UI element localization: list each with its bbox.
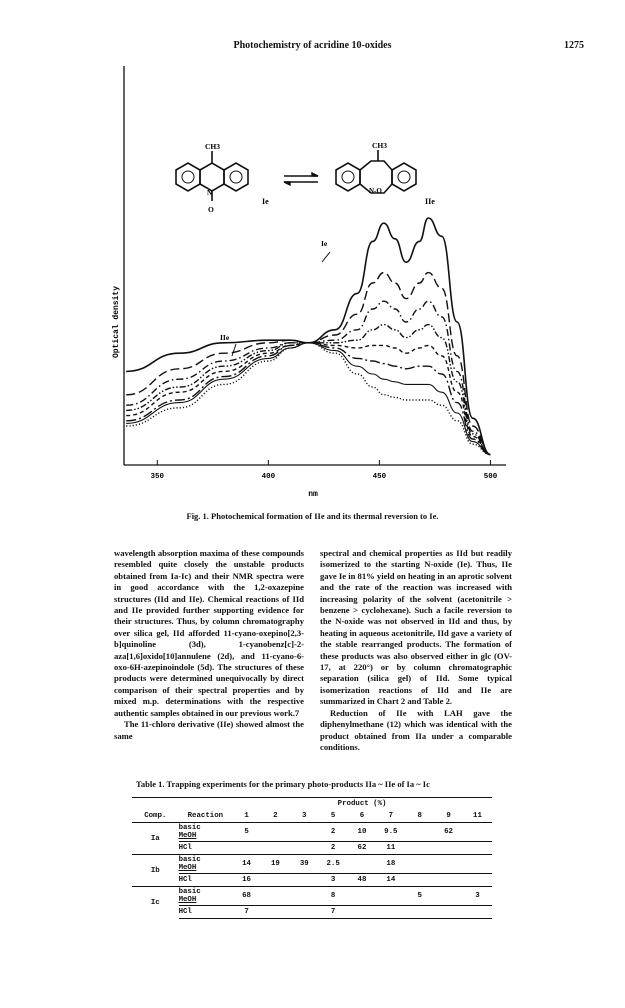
table-cell [261,823,290,842]
paragraph: Reduction of IIe with LAH gave the diphenylmethane (12) which was identical with the product obtained from IIa under a comparable conditions. [320,707,512,752]
body-column-left [114,548,304,742]
table-cell [261,874,290,887]
table-cell: 2 [319,823,348,842]
reaction-bottom-label: MeOH [178,895,197,904]
table-cell: 14 [376,874,405,887]
table-cell: 3 [319,874,348,887]
spectrum-series-8 [126,343,490,455]
page-header-title: Photochemistry of acridine 10-oxides [233,40,392,51]
table-cell [348,855,377,874]
table-cell: 68 [232,887,261,906]
table-cell [434,855,463,874]
reaction-bottom-label: MeOH [178,831,197,840]
curve-annotation-iie: IIe [220,333,230,342]
table-cell [405,906,434,919]
methyl-label-right: CH3 [372,141,387,150]
page-number: 1275 [564,40,584,51]
table-cell [463,842,492,855]
table-cell [405,874,434,887]
table-cell [434,874,463,887]
spectrum-series-5 [126,343,490,455]
reaction-top-label: basic [178,823,201,832]
spectrum-series-7 [126,343,490,455]
table-cell: 62 [434,823,463,842]
table-cell [405,855,434,874]
oxide-o-label: O [208,205,214,214]
table-cell [290,823,319,842]
paragraph: spectral and chemical properties as IId but readily isomerized to the starting N-oxide (Ie). Thus, IIe gave Ie in 81% yield on heating in an aprotic solvent and the rate of the reaction was increased with increasing polarity of the solvent (acetonitrile > benzene > cyclohexane). Such a facile reversion to the N-oxide was not observed in IId and thus, by heating in aqueous acetonitrile, IId gave a variety of the stable rearranged products. The formation of these products was also observed either in glc (OV-17, at 220°) or by column chromatographic separation (silica gel) of IId. Some typical isomerization reactions of IId and IIe are summarized in Chart 2 and Table 2. [320,548,512,707]
column-header-product: 11 [473,812,482,820]
column-header-product: 6 [359,812,365,820]
reaction-cell: HCl [179,874,233,887]
table-cell: 18 [376,855,405,874]
column-header-comp: Comp. [144,812,167,820]
reaction-top-label: basic [178,887,201,896]
table-cell: 62 [348,842,377,855]
table-cell: 11 [376,842,405,855]
table-cell: 5 [405,887,434,906]
comp-cell: Ia [132,823,179,855]
spectrum-series-2 [126,273,490,455]
column-header-product: 5 [330,812,336,820]
compound-label-iie: IIe [425,197,435,206]
comp-cell: Ic [132,887,179,919]
x-tick-label: 450 [372,473,387,481]
table-row [132,823,492,842]
trapping-table-wrap [132,797,492,919]
table-cell [290,906,319,919]
table-row [132,855,492,874]
table-cell: 9.5 [376,823,405,842]
x-tick-label: 350 [150,473,165,481]
table-cell: 10 [348,823,377,842]
table-cell: 7 [319,906,348,919]
table-cell: 7 [232,906,261,919]
table-cell: 3 [463,887,492,906]
paragraph: The 11-chloro derivative (IIe) showed almost the same [114,719,304,741]
table-row [132,906,492,919]
column-header-product: 7 [388,812,394,820]
comp-cell: Ib [132,855,179,887]
x-axis-label: nm [308,490,318,499]
table-cell: 2 [319,842,348,855]
table-cell [463,906,492,919]
equilibrium-arrows [284,173,318,185]
table-cell [405,842,434,855]
table-corner [179,798,233,811]
table-cell [261,842,290,855]
spectrum-series-3 [126,301,490,454]
table-cell [261,887,290,906]
column-header-product: 1 [244,812,249,820]
table-cell [434,906,463,919]
reaction-cell [179,855,233,874]
table-cell: 14 [232,855,261,874]
table-row [132,842,492,855]
paragraph: wavelength absorption maxima of these compounds resembled quite closely the unstable products obtained from Ia-Ic) and their NMR spectra were in good accordance with the 1,2-oxazepine structures (IId and IIe). Chemical reactions of IId and IIe provided further supporting evidence for their structures. Thus, by column chromatography over silica gel, IId afforded 11-cyano-oxepino[2,3-b]quinoline (3d), 1-cyanobenz[c]-2-aza[1,6]oxido[10]annulene (2d), and 11-cyano-6-oxo-6H-azepinoindole (5d). The structures of these products were determined unequivocally by direct comparison of their spectral properties and by mixed m.p. determinations with the respective authentic samples obtained in our previous work.7 [114,548,304,718]
table-cell [348,906,377,919]
product-header: Product (%) [232,798,492,811]
y-axis-label: Optical density [112,285,121,359]
table-cell: 2.5 [319,855,348,874]
curve-annotation-iie-pointer [232,344,236,356]
ring-no-label: N-O [369,187,382,195]
x-axis-ticks [151,460,498,481]
table-cell [232,842,261,855]
reaction-cell: HCl [179,842,233,855]
trapping-table [132,797,492,919]
column-header-product: 2 [273,812,278,820]
curve-annotation-ie: Ie [321,239,328,248]
table-cell [463,874,492,887]
table-cell [348,887,377,906]
compound-label-ie: Ie [262,197,269,206]
table-cell [434,842,463,855]
reaction-cell [179,887,233,906]
figure-caption: Fig. 1. Photochemical formation of IIe and its thermal reversion to Ie. [186,511,439,521]
table-row [132,874,492,887]
spectra-series [126,218,490,455]
spectrum-series-6 [126,343,490,455]
methyl-label-left: CH3 [205,142,220,151]
table-cell [376,906,405,919]
table-cell [290,874,319,887]
reaction-top-label: basic [178,855,201,864]
ring-n-label: N [207,189,213,197]
reaction-bottom-label: MeOH [178,863,197,872]
reaction-cell: HCl [179,906,233,919]
table-cell: 16 [232,874,261,887]
x-tick-label: 500 [483,473,498,481]
table-cell [463,823,492,842]
table-cell [405,823,434,842]
table-cell: 8 [319,887,348,906]
column-header-product: 9 [446,812,451,820]
reaction-cell [179,823,233,842]
curve-annotation-ie-pointer [322,252,330,262]
x-tick-label: 400 [261,473,276,481]
table-cell [290,842,319,855]
table-cell: 19 [261,855,290,874]
column-header-product: 3 [302,812,307,820]
table-cell [463,855,492,874]
column-header-reaction: Reaction [187,812,224,820]
column-header-product: 8 [417,812,422,820]
table-caption: Table 1. Trapping experiments for the primary photo-products IIa ~ IIe of Ia ~ Ic [136,779,430,789]
table-cell: 5 [232,823,261,842]
spectrum-series-1 [126,218,490,455]
body-column-right [320,548,512,753]
table-row [132,887,492,906]
table-cell [434,887,463,906]
table-cell [261,906,290,919]
table-cell: 48 [348,874,377,887]
table-cell [290,887,319,906]
table-cell: 39 [290,855,319,874]
table-corner [132,798,179,811]
table-cell [376,887,405,906]
